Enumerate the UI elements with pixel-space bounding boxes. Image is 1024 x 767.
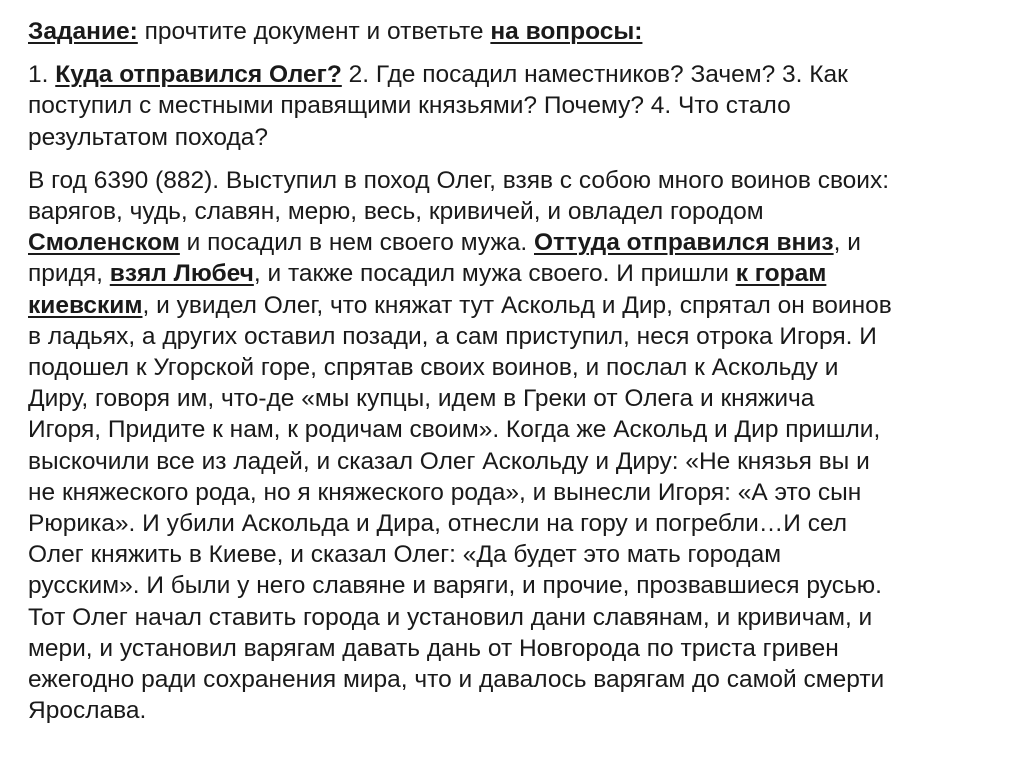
document-line: Диру, говоря им, что-де «мы купцы, идем в Греки от Олега и княжича bbox=[28, 385, 815, 413]
keyword-kievan: киевским bbox=[28, 291, 143, 319]
document-line: подошел к Угорской горе, спрятав своих воинов, и послал к Аскольду и bbox=[28, 354, 839, 382]
task-gap bbox=[138, 18, 145, 45]
keyword-went-down: Оттуда отправился вниз bbox=[534, 229, 834, 257]
questions-line: результатом похода? bbox=[28, 123, 269, 151]
document-line: Рюрика». И убили Аскольда и Дира, отнесли на гору и погребли…И сел bbox=[28, 510, 848, 538]
task-emphasis: на вопросы: bbox=[490, 18, 643, 45]
questions-rest: 2. Где посадил наместников? Зачем? 3. Как bbox=[341, 61, 848, 89]
document-fragment: и посадил в нем своего мужа. bbox=[179, 229, 534, 257]
keyword-smolensk: Смоленском bbox=[28, 229, 180, 257]
questions-line bbox=[28, 59, 998, 90]
document-line bbox=[28, 258, 998, 289]
document-line: Ярослава. bbox=[28, 697, 147, 725]
document-line: Олег княжить в Киеве, и сказал Олег: «Да будет это мать городам bbox=[28, 541, 782, 569]
document-line: не княжеского рода, но я княжеского рода», и вынесли Игоря: «А это сын bbox=[28, 478, 862, 506]
document-line: русским». И были у него славяне и варяги, и прочие, прозвавшиеся русью. bbox=[28, 572, 882, 600]
document-line bbox=[28, 227, 998, 258]
question-number: 1. bbox=[28, 61, 56, 89]
document-line: выскочили все из ладей, и сказал Олег Аскольду и Диру: «Не князья вы и bbox=[28, 447, 870, 475]
document-line: Тот Олег начал ставить города и установил дани славянам, и кривичам, и bbox=[28, 603, 873, 631]
task-statement bbox=[28, 16, 998, 47]
document-line: В год 6390 (882). Выступил в поход Олег, взяв с собою много воинов своих: bbox=[28, 166, 890, 194]
document-line: ежегодно ради сохранения мира, что и давалось варягам до самой смерти bbox=[28, 666, 885, 694]
document-line: в ладьях, а других оставил позади, а сам приступил, неся отрока Игоря. И bbox=[28, 322, 877, 350]
document-fragment: , и также посадил мужа своего. И пришли bbox=[253, 260, 736, 288]
document-fragment: , и увидел Олег, что княжат тут Аскольд и Дир, спрятал он воинов bbox=[142, 291, 892, 319]
questions-block bbox=[28, 59, 998, 153]
question-1: Куда отправился Олег? bbox=[55, 61, 342, 89]
document-fragment: придя, bbox=[28, 260, 110, 288]
keyword-lyubech: взял Любеч bbox=[109, 260, 254, 288]
document-line bbox=[28, 290, 998, 321]
keyword-to-mountains: к горам bbox=[735, 260, 827, 288]
document-text bbox=[28, 165, 998, 727]
document-line: варягов, чудь, славян, мерю, весь, кривичей, и овладел городом bbox=[28, 198, 764, 226]
document-fragment: , и bbox=[833, 229, 861, 257]
task-label: Задание: bbox=[28, 18, 138, 45]
task-text: прочтите документ и ответьте bbox=[144, 18, 491, 45]
document-line: Игоря, Придите к нам, к родичам своим». Когда же Аскольд и Дир пришли, bbox=[28, 416, 881, 444]
questions-line: поступил с местными правящими князьями? Почему? 4. Что стало bbox=[28, 92, 791, 120]
document-line: мери, и установил варягам давать дань от Новгорода по триста гривен bbox=[28, 634, 839, 662]
slide-content bbox=[28, 16, 998, 726]
